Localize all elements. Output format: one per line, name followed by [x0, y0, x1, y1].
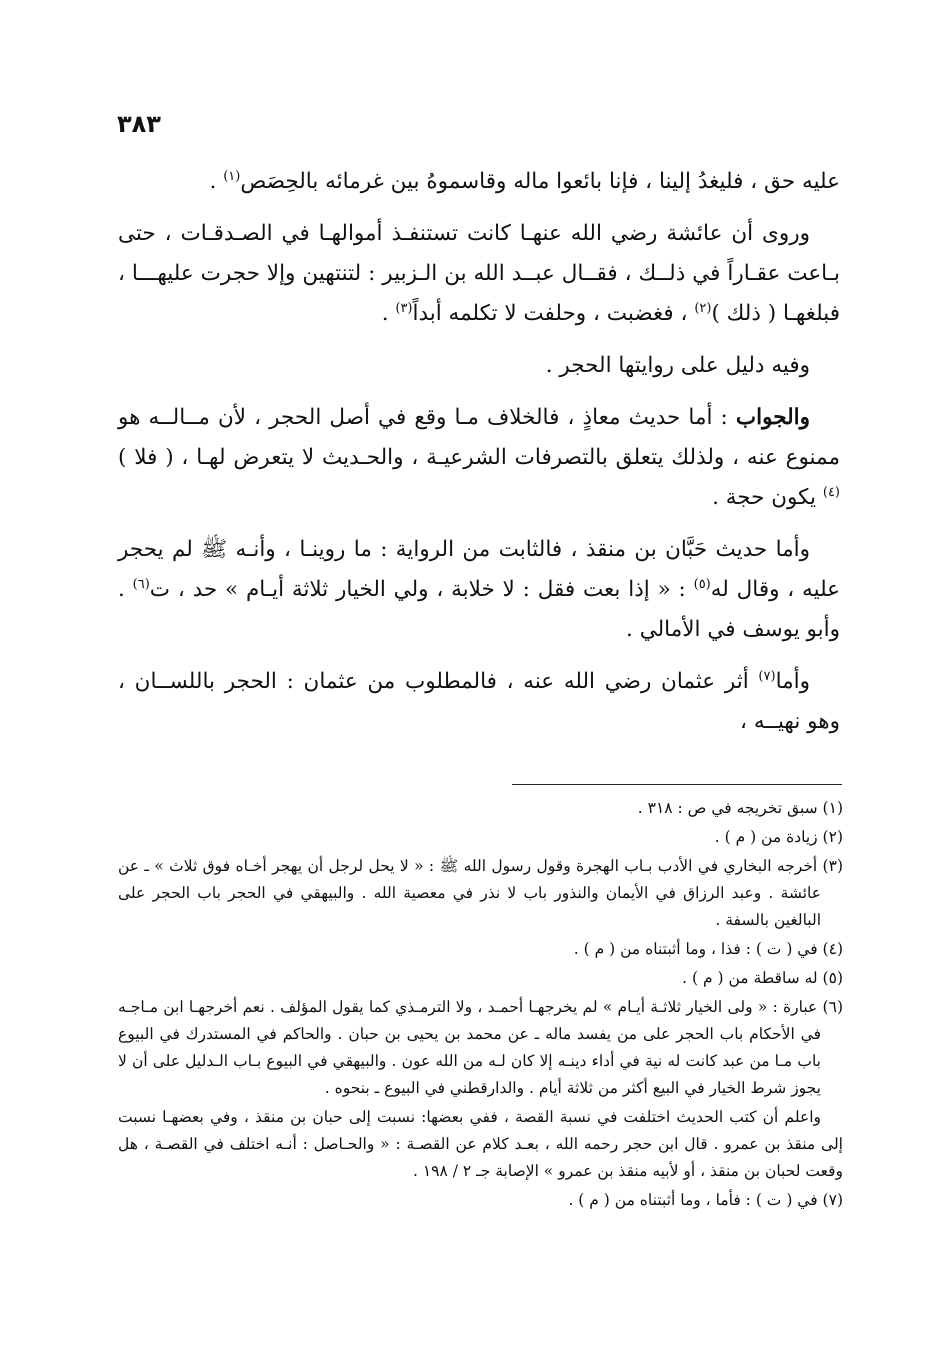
paragraph-5 — [118, 530, 840, 650]
paragraph-2-end: . — [381, 301, 396, 326]
paragraph-6 — [118, 662, 840, 742]
page-number: ٣٨٣ — [117, 110, 161, 138]
paragraph-2-text-b: ، فغضبت ، وحلفت لا تكلمه أبداً — [412, 301, 695, 326]
paragraph-4-text-b: يكون حجة . — [712, 485, 823, 510]
footnote-ref-5[interactable]: (٥) — [693, 576, 711, 592]
paragraph-1-text: عليه حق ، فليغدُ إلينا ، فإنا بائعوا ماله وقاسموهُ بين غرمائه بالحِصَص — [240, 169, 840, 194]
main-text — [118, 162, 840, 754]
footnote-7: (٧) في ( ت ) : فأما ، وما أثبتناه من ( م ) . — [568, 1191, 843, 1209]
paragraph-3-text: وفيه دليل على روايتها الحجر . — [545, 353, 810, 378]
footnote-6-continuation: واعلم أن كتب الحديث اختلفت في نسبة القصة ، ففي بعضها: نسبت إلى حبان بن منقذ ، وفي بعضهـا نسبت إلى منقذ بن عمرو . قال ابن حجر رحمه الله ، بعـد كلام عن القصـة : « والحـاصل : أنـه اختلف في القصـة ، هل وقعت لحبان بن منقذ ، أو لأبيه منقذ بن عمرو » الإصابة جـ ٢ / ١٩٨ . — [118, 1108, 843, 1180]
paragraph-1-end: . — [209, 169, 224, 194]
paragraph-2-text-a: وروى أن عائشة رضي الله عنهـا كانت تستنفـذ أموالهـا في الصـدقـات ، حتى بـاعت عقـاراً في ذلــك ، فقــال عبــد الله بن الـزبير : لتنتهين وإلا حجرت عليهـــا ، فبلغهـا ( ذلك ) — [118, 221, 840, 326]
paragraph-1 — [118, 162, 840, 202]
paragraph-4-text-a: : أما حديث معاذٍ ، فالخلاف مـا وقع في أصل الحجر ، لأن مــالــه هو ممنوع عنه ، ولذلك يتعلق بالتصرفات الشرعيـة ، والحـديث لا يتعرض لهـا ، ( فلا ) — [118, 405, 840, 470]
footnote-ref-4[interactable]: (٤) — [822, 484, 840, 500]
footnote-6: (٦) عبارة : « ولى الخيار ثلاثـة أيـام » لم يخرجهـا أحمـد ، ولا الترمـذي كما يقول المؤلف . نعم أخرجهـا ابن مـاجـه في الأحكام باب الحجر على من يفسد ماله ـ عن محمد بن يحيى بن حبان . والحاكم في المستدرك في البيوع باب مـا من عبد كانت له نية في أداء دينـه إلا كان لـه من الله عون . والبيهقي في البيوع بـاب الـدليل على أن لا يجوز شرط الخيار في البيع أكثر من ثلاثة أيام . والدارقطني في البيوع ـ بنحوه . — [118, 998, 843, 1097]
paragraph-5-text-b: : « إذا بعت فقل : لا خلابة ، ولي الخيار ثلاثة أيـام » حد ، ت — [149, 577, 694, 602]
paragraph-3 — [118, 346, 840, 386]
paragraph-5-text-a: وأما حديث حَبَّان بن منقذ ، فالثابت من الرواية : ما روينـا ، وأنـه ﷺ لم يحجر عليه ، وقال له — [118, 537, 841, 602]
footnote-ref-1[interactable]: (١) — [223, 168, 241, 184]
footnote-ref-7[interactable]: (٧) — [758, 668, 776, 684]
paragraph-6-text-b: أثر عثمان رضي الله عنه ، فالمطلوب من عثمان : الحجر باللســان ، وهو نهيــه ، — [118, 669, 840, 734]
footnote-1: (١) سبق تخريجه في ص : ٣١٨ . — [637, 799, 843, 817]
paragraph-4 — [118, 398, 840, 518]
footnote-ref-6[interactable]: (٦) — [132, 576, 150, 592]
footnote-ref-2[interactable]: (٢) — [694, 300, 712, 316]
paragraph-5-text-c: . وأبو يوسف في الأمالي . — [118, 577, 840, 642]
footnote-3: (٣) أخرجه البخاري في الأدب بـاب الهجرة وقول رسول الله ﷺ : « لا يحل لرجل أن يهجر أخـاه فوق ثلاث » ـ عن عائشة . وعبد الرزاق في الأيمان والنذور باب لا نذر في معصية الله . والبيهقي في الحجر باب الحجر على البالغين بالسفة . — [118, 857, 843, 929]
footnote-divider — [512, 784, 842, 785]
footnote-5: (٥) له ساقطة من ( م ) . — [682, 969, 843, 987]
answer-lead: والجواب — [735, 405, 810, 430]
footnote-2: (٢) زيادة من ( م ) . — [714, 828, 843, 846]
paragraph-6-text-a: وأما — [775, 669, 810, 694]
footnotes — [118, 795, 843, 1216]
paragraph-2 — [118, 214, 840, 334]
footnote-4: (٤) في ( ت ) : فذا ، وما أثبتناه من ( م ) . — [573, 940, 843, 958]
footnote-ref-3[interactable]: (٣) — [395, 300, 413, 316]
